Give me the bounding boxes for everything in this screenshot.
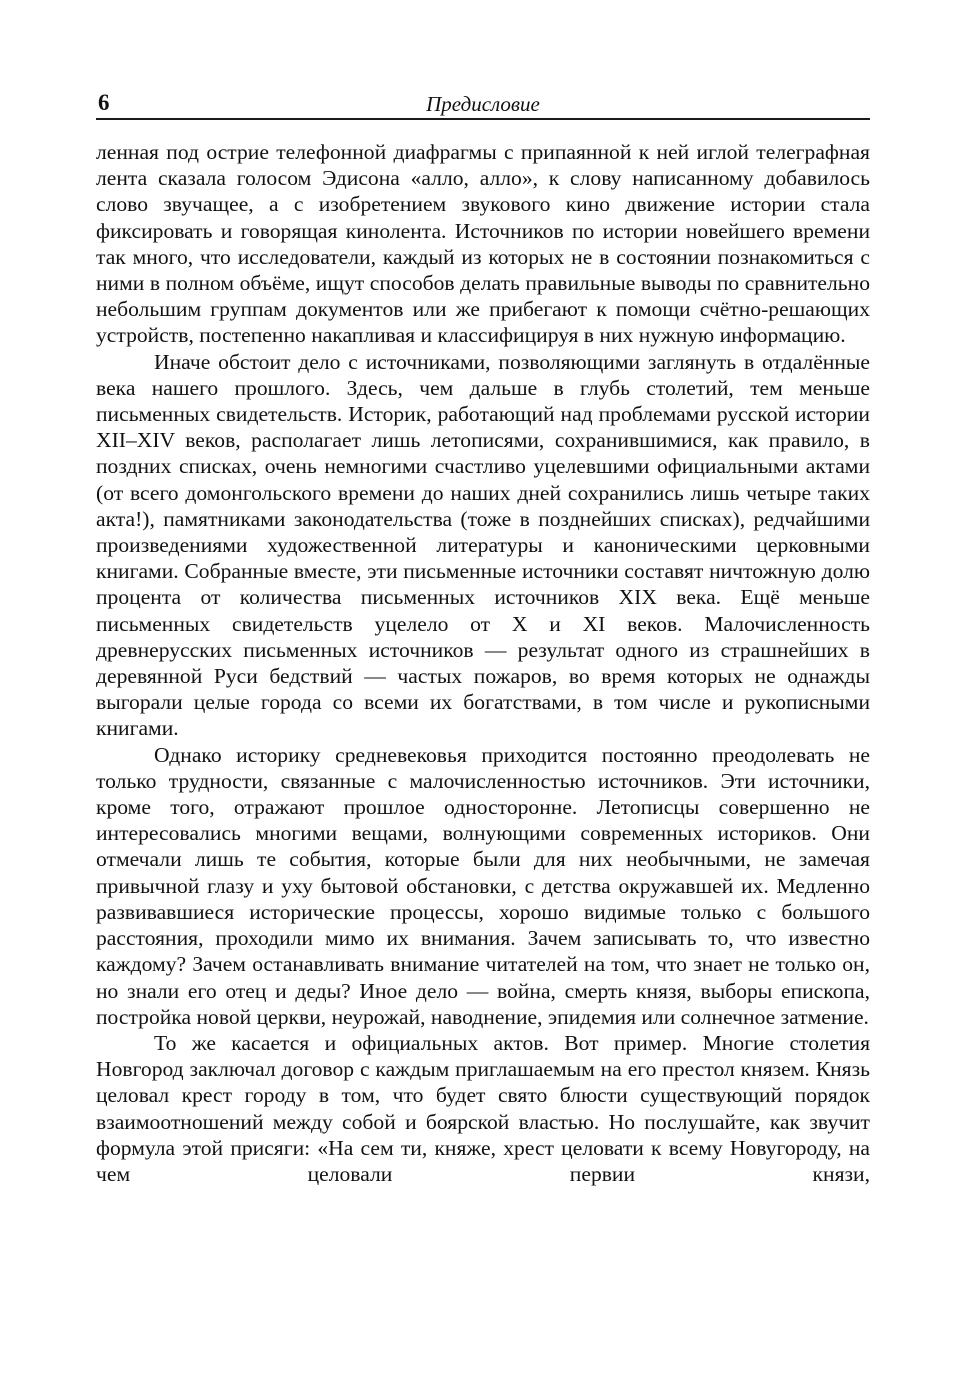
running-title: Предисловие	[426, 92, 540, 116]
paragraph-official-acts: То же касается и официальных актов. Вот пример. Многие столетия Новгород заключал договор с каждым приглашаемым на его престол князем. Князь целовал крест городу в том, что будет свято блюсти существующий порядок взаимоотношений между собой и боярской властью. Но послушайте, как звучит формула этой присяги: «На сем ти, княже, хрест целовати к всему Новугороду, на чем целовали первии князи,	[96, 1030, 870, 1186]
book-page	[96, 88, 870, 1187]
paragraph-medieval-historian: Однако историку средневековья приходится постоянно преодолевать не только трудности, связанные с малочисленностью источников. Эти источники, кроме того, отражают прошлое односторонне. Летописцы совершенно не интересовались многими вещами, волнующими современных историков. Они отмечали лишь те события, которые были для них необычными, не замечая привычной глазу и уху бытовой обстановки, с детства окружавшей их. Медленно развивавшиеся исторические процессы, хорошо видимые только с большого расстояния, проходили мимо их внимания. Зачем записывать то, что известно каждому? Зачем останавливать внимание читателей на том, что знает не только он, но знали его отец и деды? Иное дело — война, смерть князя, выборы епископа, постройка новой церкви, неурожай, наводнение, эпидемия или солнечное затмение.	[96, 742, 870, 1029]
running-head	[96, 88, 870, 120]
paragraph-continuation: ленная под острие телефонной диафрагмы с припаянной к ней иглой телеграфная лента сказала голосом Эдисона «алло, алло», к слову написанному добавилось слово звучащее, а с изобретением звукового кино движение истории стала фиксировать и говорящая кинолента. Источников по истории новейшего времени так много, что исследователи, каждый из которых не в состоянии познакомиться с ними в полном объёме, ищут способов делать правильные выводы по сравнительно небольшим группам документов или же прибегают к помощи счётно-решающих устройств, постепенно накапливая и классифицируя в них нужную информацию.	[96, 140, 870, 348]
page-number: 6	[98, 90, 110, 115]
paragraph-sources-antiquity: Иначе обстоит дело с источниками, позволяющими заглянуть в отдалённые века нашего прошлого. Здесь, чем дальше в глубь столетий, тем меньше письменных свидетельств. Историк, работающий над проблемами русской истории XII–XIV веков, располагает лишь летописями, сохранившимися, как правило, в поздних списках, очень немногими счастливо уцелевшими официальными актами (от всего домонгольского времени до наших дней сохранились лишь четыре таких акта!), памятниками законодательства (тоже в позднейших списках), редчайшими произведениями художественной литературы и каноническими церковными книгами. Собранные вместе, эти письменные источники составят ничтожную долю процента от количества письменных источников XIX века. Ещё меньше письменных свидетельств уцелело от X и XI веков. Малочисленность древнерусских письменных источников — результат одного из страшнейших в деревянной Руси бедствий — частых пожаров, во время которых не однажды выгорали целые города со всеми их богатствами, в том числе и рукописными книгами.	[96, 349, 870, 741]
body-text	[96, 139, 870, 1187]
